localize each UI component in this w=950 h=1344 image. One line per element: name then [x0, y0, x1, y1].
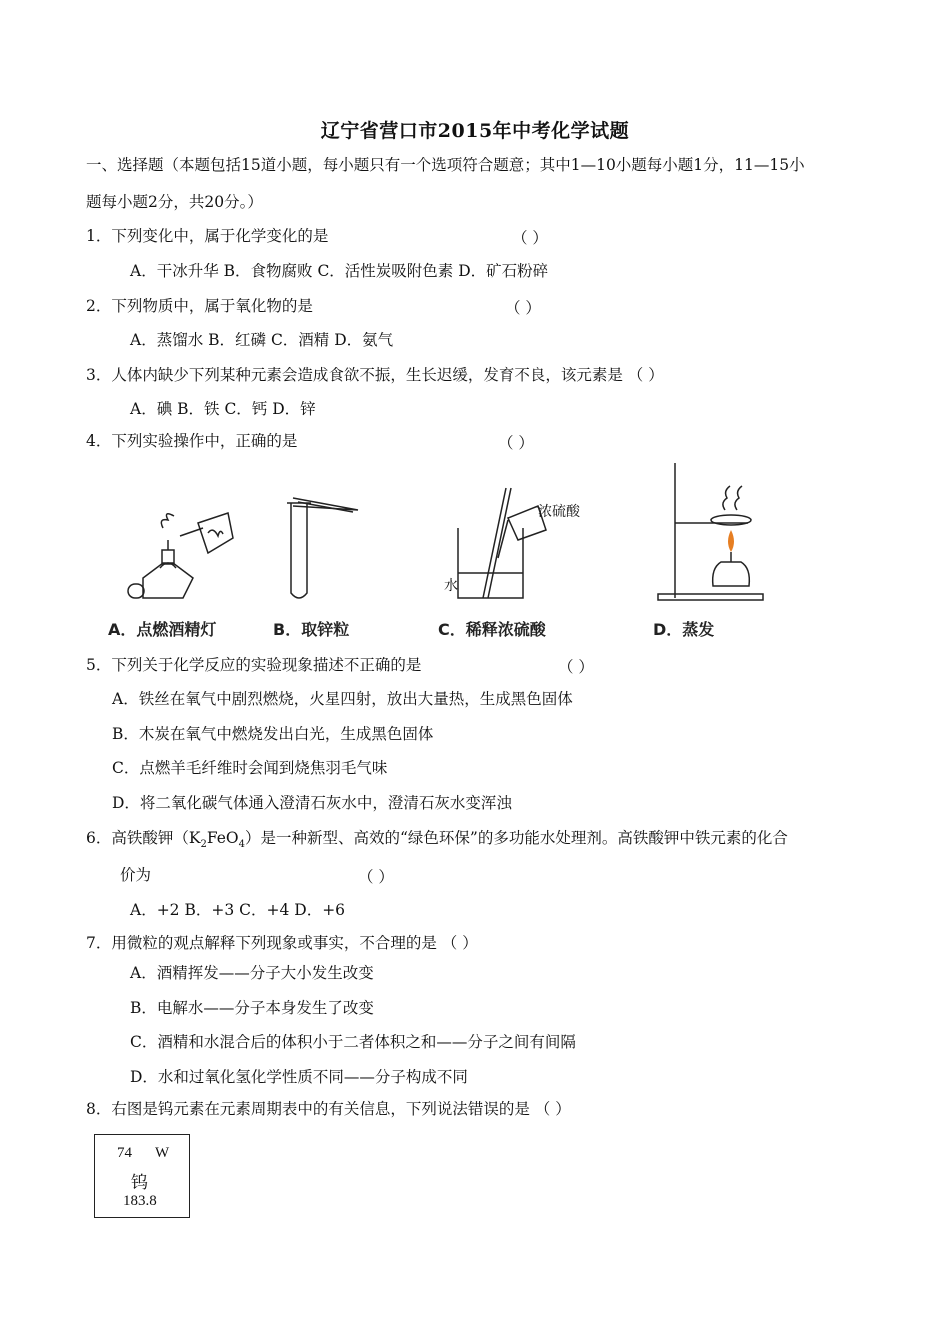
- q2-answer-blank: （ ）: [505, 299, 541, 317]
- dilute-sulfuric-acid-illustration: [438, 458, 588, 618]
- alcohol-lamp-lighting-illustration: [108, 458, 258, 618]
- q8-stem: 8．右图是钨元素在元素周期表中的有关信息，下列说法错误的是 （ ）: [86, 1100, 571, 1118]
- page-title: 辽宁省营口市2015年中考化学试题: [320, 120, 630, 142]
- figure-d-label: D．蒸发: [653, 620, 715, 639]
- water-tag: 水: [444, 578, 458, 594]
- q4-answer-blank: （ ）: [498, 434, 534, 452]
- q6-stem: [86, 828, 788, 855]
- q3-stem: 3．人体内缺少下列某种元素会造成食欲不振，生长迟缓，发育不良，该元素是 （ ）: [86, 366, 664, 384]
- test-tube-tongs-illustration: [273, 458, 393, 618]
- q4-figures: [108, 458, 763, 642]
- q6-sub-4: 4: [238, 839, 245, 851]
- q7-option-a: A．酒精挥发——分子大小发生改变: [130, 964, 374, 982]
- atomic-mass: 183.8: [123, 1193, 157, 1209]
- q5-option-d: D．将二氧化碳气体通入澄清石灰水中，澄清石灰水变浑浊: [112, 794, 512, 812]
- q6-options: A．+2 B．+3 C．+4 D．+6: [130, 901, 346, 919]
- q1-options: A．干冰升华 B．食物腐败 C．活性炭吸附色素 D．矿石粉碎: [130, 262, 549, 280]
- figure-evaporation: [653, 458, 768, 642]
- q5-answer-blank: （ ）: [558, 658, 594, 676]
- q6-sub-2: 2: [200, 839, 207, 851]
- figure-a-label: A．点燃酒精灯: [108, 620, 217, 639]
- figure-b-label: B．取锌粒: [273, 620, 350, 639]
- q7-option-d: D．水和过氧化氢化学性质不同——分子构成不同: [130, 1068, 468, 1086]
- q5-option-b: B．木炭在氧气中燃烧发出白光，生成黑色固体: [112, 725, 434, 743]
- q6-stem-mid: FeO: [206, 829, 239, 847]
- q4-stem: 4．下列实验操作中，正确的是: [86, 432, 298, 450]
- q5-stem: 5．下列关于化学反应的实验现象描述不正确的是: [86, 656, 422, 674]
- q7-option-b: B．电解水——分子本身发生了改变: [130, 999, 374, 1017]
- q5-option-a: A．铁丝在氧气中剧烈燃烧，火星四射，放出大量热，生成黑色固体: [112, 690, 573, 708]
- element-symbol: W: [155, 1145, 170, 1161]
- q1-stem: 1．下列变化中，属于化学变化的是: [86, 227, 329, 245]
- q6-stem-pre: 6．高铁酸钾（K: [86, 829, 201, 847]
- acid-tag: 浓硫酸: [538, 504, 580, 520]
- q7-option-c: C．酒精和水混合后的体积小于二者体积之和——分子之间有间隔: [130, 1033, 576, 1051]
- q1-answer-blank: （ ）: [512, 229, 548, 247]
- figure-light-alcohol-lamp: [108, 458, 258, 642]
- figure-dilute-acid: [438, 458, 588, 642]
- tungsten-element-card: [94, 1134, 190, 1218]
- q6-stem-line2: 价为: [120, 866, 152, 884]
- section-heading-line2: 题每小题2分，共20分。）: [86, 193, 263, 211]
- figure-take-zinc: [273, 458, 393, 642]
- q2-stem: 2．下列物质中，属于氧化物的是: [86, 297, 313, 315]
- q5-option-c: C．点燃羊毛纤维时会闻到烧焦羽毛气味: [112, 759, 388, 777]
- q2-options: A．蒸馏水 B．红磷 C．酒精 D．氨气: [130, 331, 394, 349]
- evaporation-setup-illustration: [653, 458, 768, 618]
- q7-stem: 7．用微粒的观点解释下列现象或事实，不合理的是 （ ）: [86, 934, 478, 952]
- section-heading-line1: 一、选择题（本题包括15道小题，每小题只有一个选项符合题意；其中1—10小题每小题1分，11—15小: [86, 156, 805, 174]
- element-name: 钨: [131, 1173, 148, 1193]
- q6-stem-post: ）是一种新型、高效的“绿色环保”的多功能水处理剂。高铁酸钾中铁元素的化合: [245, 829, 788, 847]
- q3-options: A．碘 B．铁 C．钙 D．锌: [130, 400, 316, 418]
- figure-c-label: C．稀释浓硫酸: [438, 620, 546, 639]
- q6-answer-blank: （ ）: [358, 868, 394, 886]
- atomic-number: 74: [117, 1145, 132, 1161]
